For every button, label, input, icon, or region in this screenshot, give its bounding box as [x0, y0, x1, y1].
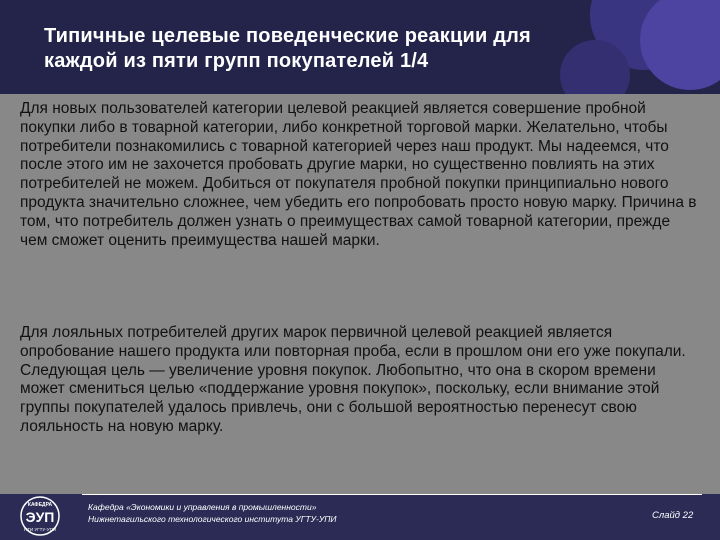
- title-line-1: Типичные целевые поведенческие реакции для: [44, 25, 531, 47]
- title-line-2: каждой из пяти групп покупателей 1/4: [44, 50, 429, 72]
- footer-divider: [82, 494, 702, 495]
- paragraph-new-users: Для новых пользователей категории целевой реакцией является совершение пробной покупки либо в товарной категории, либо конкретной торговой марки. Желательно, чтобы потребители познакомились с товарной категорией через наш продукт. Мы надеемся, что после этого им не захочется пробовать другие марки, но существенно повлиять на этих потребителей не можем. Добиться от покупателя пробной покупки принципиально нового продукта значительно сложнее, чем убедить его попробовать просто новую марку. Причина в том, что потребитель должен узнать о преимуществах самой товарной категории, прежде чем сможет оценить преимущества нашей марки.: [20, 100, 697, 249]
- paragraph-loyal-users: Для лояльных потребителей других марок первичной целевой реакцией является опробование нашего продукта или повторная проба, если в прошлом они его уже покупали. Следующая цель — увеличение уровня покупок. Любопытно, что она в скором времени может смениться целью «поддержание уровня покупок», поскольку, если внимание этой группы покупателей удалось привлечь, они с большой вероятностью перенесут свою лояльность на новую марку.: [20, 324, 686, 435]
- footer-department-text: [88, 501, 337, 525]
- department-logo: [14, 495, 66, 537]
- logo-bottom-text: НТИ УГТУ-УПИ: [23, 527, 57, 532]
- content-area: [0, 94, 720, 494]
- footer-line-2: Нижнетагильского технологического института УГТУ-УПИ: [88, 514, 337, 524]
- logo-main-text: ЭУП: [25, 509, 55, 525]
- footer-line-1: Кафедра «Экономики и управления в промышленности»: [88, 502, 317, 512]
- slide-title: [44, 24, 644, 74]
- decor-circle: [640, 0, 720, 90]
- slide-number: Слайд 22: [652, 510, 694, 521]
- logo-top-text: КАФЕДРА: [27, 502, 53, 508]
